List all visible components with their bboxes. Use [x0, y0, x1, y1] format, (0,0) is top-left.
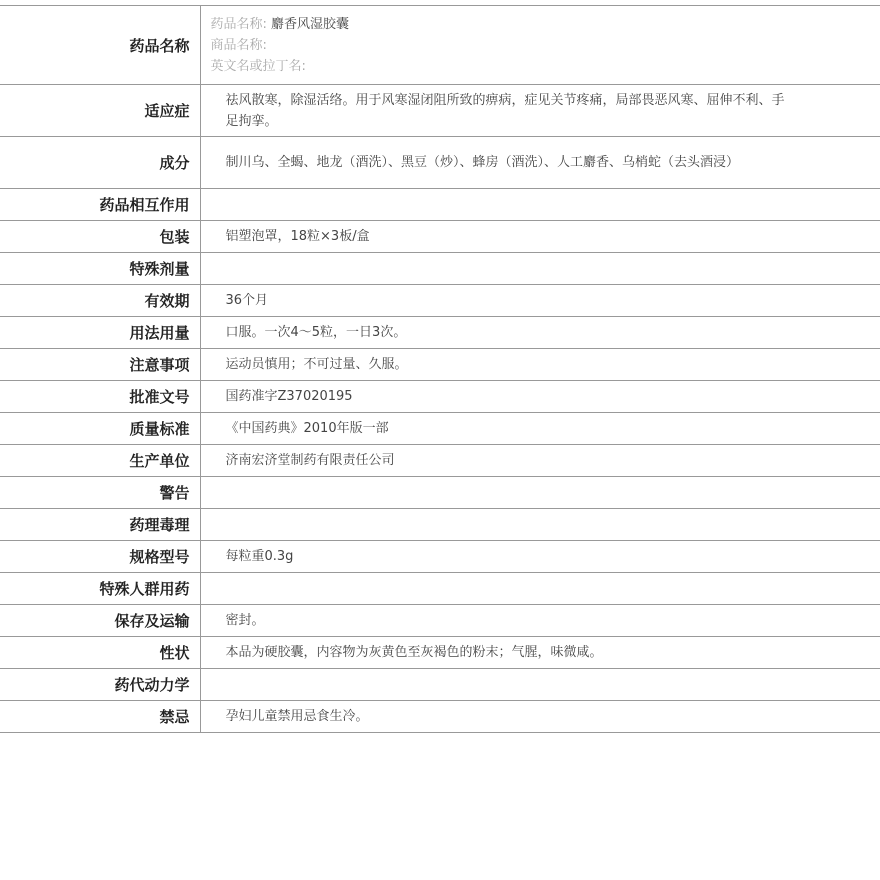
table-row — [0, 349, 880, 381]
table-row-drug-name — [0, 6, 880, 85]
table-row — [0, 381, 880, 413]
table-row — [0, 541, 880, 573]
table-row — [0, 85, 880, 137]
row-value: 每粒重0.3g — [225, 549, 294, 564]
row-value — [200, 509, 880, 541]
table-row — [0, 189, 880, 221]
row-label: 成分 — [0, 137, 200, 189]
table-row — [0, 445, 880, 477]
row-label: 药理毒理 — [0, 509, 200, 541]
row-value: 铝塑泡罩，18粒×3板/盒 — [225, 229, 370, 244]
table-row — [0, 637, 880, 669]
name-block — [200, 6, 880, 85]
drug-info-table — [0, 5, 880, 733]
row-value — [200, 189, 880, 221]
row-value: 口服。一次4～5粒，一日3次。 — [225, 325, 407, 340]
table-row — [0, 605, 880, 637]
row-value: 国药准字Z37020195 — [225, 389, 353, 404]
row-value — [200, 669, 880, 701]
row-value: 祛风散寒，除湿活络。用于风寒湿闭阻所致的痹病，症见关节疼痛，局部畏恶风寒、屈伸不利、手足拘挛。 — [225, 92, 785, 129]
table-row — [0, 477, 880, 509]
row-label: 药品相互作用 — [0, 189, 200, 221]
table-row — [0, 509, 880, 541]
row-label: 特殊人群用药 — [0, 573, 200, 605]
row-label: 包装 — [0, 221, 200, 253]
row-value — [200, 477, 880, 509]
row-label: 用法用量 — [0, 317, 200, 349]
row-value: 密封。 — [225, 613, 265, 628]
drug-info-table-wrapper — [0, 5, 880, 733]
row-value: 《中国药典》2010年版一部 — [225, 421, 389, 436]
row-value — [200, 253, 880, 285]
row-label: 适应症 — [0, 85, 200, 137]
row-label: 药代动力学 — [0, 669, 200, 701]
table-row — [0, 253, 880, 285]
english-name-key: 英文名或拉丁名: — [210, 59, 306, 74]
row-label: 有效期 — [0, 285, 200, 317]
row-label: 生产单位 — [0, 445, 200, 477]
table-row — [0, 573, 880, 605]
row-value: 孕妇儿童禁用忌食生冷。 — [225, 709, 369, 724]
drug-name-value: 麝香风湿胶囊 — [271, 17, 350, 32]
row-label: 药品名称 — [0, 6, 200, 85]
table-row — [0, 221, 880, 253]
row-value: 运动员慎用；不可过量、久服。 — [225, 357, 408, 372]
table-row — [0, 137, 880, 189]
table-row — [0, 285, 880, 317]
row-value: 济南宏济堂制药有限责任公司 — [225, 453, 395, 468]
row-label: 警告 — [0, 477, 200, 509]
row-label: 注意事项 — [0, 349, 200, 381]
row-value: 本品为硬胶囊，内容物为灰黄色至灰褐色的粉末；气腥，味微咸。 — [225, 645, 603, 660]
row-label: 保存及运输 — [0, 605, 200, 637]
row-label: 性状 — [0, 637, 200, 669]
row-label: 特殊剂量 — [0, 253, 200, 285]
row-label: 规格型号 — [0, 541, 200, 573]
table-row — [0, 413, 880, 445]
row-value: 36个月 — [225, 293, 269, 308]
row-value — [200, 573, 880, 605]
trade-name-key: 商品名称: — [210, 38, 267, 53]
row-label: 质量标准 — [0, 413, 200, 445]
row-value: 制川乌、全蝎、地龙（酒洗）、黑豆（炒）、蜂房（酒洗）、人工麝香、乌梢蛇（去头酒浸） — [225, 155, 740, 170]
table-row — [0, 669, 880, 701]
row-label: 批准文号 — [0, 381, 200, 413]
drug-name-key: 药品名称: — [210, 17, 267, 32]
row-label: 禁忌 — [0, 701, 200, 733]
table-row — [0, 701, 880, 733]
table-row — [0, 317, 880, 349]
